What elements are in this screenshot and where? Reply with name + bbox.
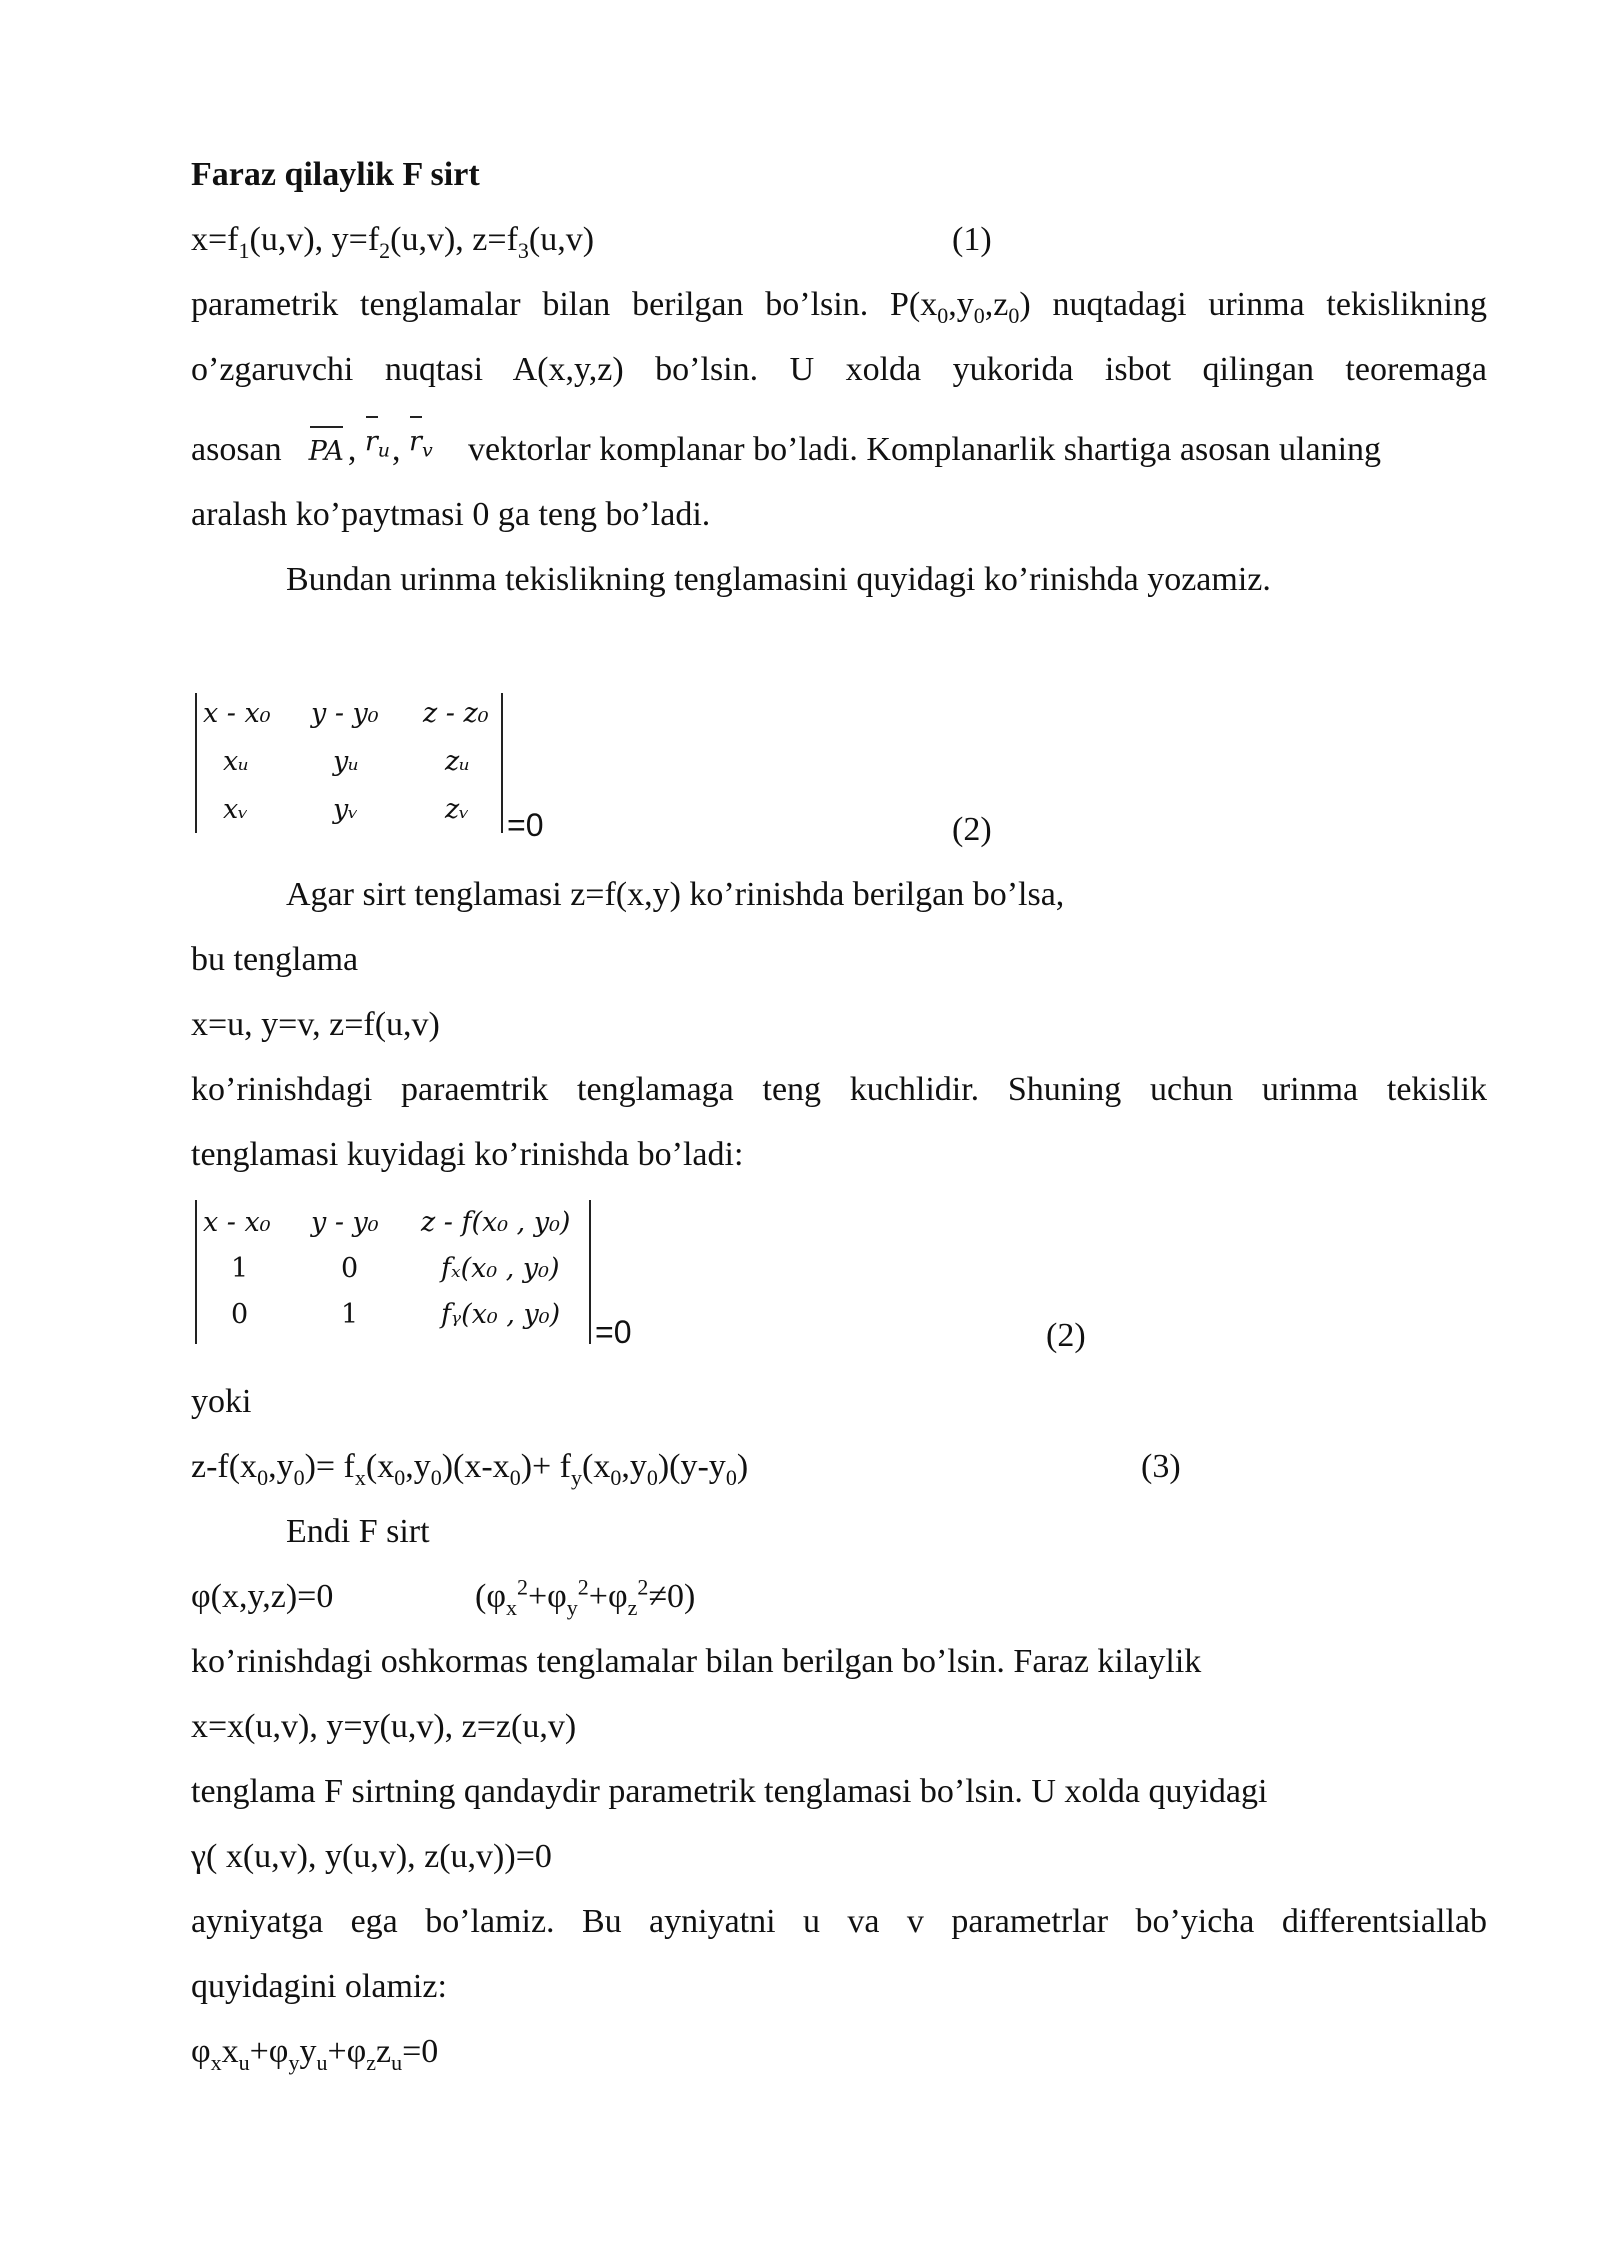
- det2-cell-1-2: y - y₀: [311, 1207, 379, 1238]
- equation-2-number: (2): [952, 811, 992, 848]
- det2-equals-zero: =0: [595, 1314, 632, 1350]
- det1-cell-3-1: xᵥ: [223, 794, 249, 825]
- paragraph-9: ko’rinishdagi oshkormas tenglamalar bilan berilgan bo’lsin. Faraz kilaylik: [191, 1643, 1202, 1680]
- det1-cell-2-3: zᵤ: [445, 746, 470, 777]
- det1-equals-zero: =0: [507, 807, 544, 843]
- paragraph-12: γ( x(u,v), y(u,v), z(u,v))=0: [191, 1838, 552, 1875]
- determinant-2-left-bar: [195, 1200, 197, 1344]
- paragraph-6-line-2: tenglamasi kuyidagi ko’rinishda bo’ladi:: [191, 1136, 744, 1173]
- equation-3-number: (3): [1141, 1448, 1181, 1485]
- equation-1-number: (1): [952, 221, 992, 258]
- paragraph-1-line-1: parametrik tenglamalar bilan berilgan bo’lsin. $P(x_0,y_0,z_0)$ nuqtadagi urinma tekislikning: [191, 286, 1487, 328]
- heading: Faraz qilaylik F sirt: [191, 156, 480, 193]
- paragraph-13-line-1: ayniyatga ega bo’lamiz. Bu ayniyatni u va v parametrlar bo’yicha differentsiallab: [191, 1903, 1487, 1940]
- paragraph-3: Agar sirt tenglamasi z=f(x,y) ko’rinishda berilgan bo’lsa,: [286, 876, 1065, 913]
- determinant-2-right-bar: [589, 1200, 591, 1344]
- det1-cell-2-2: yᵤ: [333, 746, 360, 777]
- det1-cell-3-2: yᵥ: [333, 794, 359, 825]
- paragraph-8: Endi F sirt: [286, 1513, 430, 1550]
- paragraph-1-line-3-start: asosan PA , $r_u$, $r_v$: [191, 430, 433, 472]
- det2-cell-3-2: 1: [341, 1299, 359, 1330]
- equation-5: $\varphi_xx_u+\varphi_yy_u+\varphi_zz_u=0$: [191, 2033, 439, 2075]
- det2-cell-3-3: fᵧ(x₀ , y₀): [441, 1299, 561, 1330]
- equation-2b-number: (2): [1046, 1317, 1086, 1354]
- vector-r-u: $r_u$: [365, 422, 390, 462]
- det2-cell-1-3: z - f(x₀ , y₀): [421, 1207, 571, 1238]
- paragraph-13-line-2: quyidagini olamiz:: [191, 1968, 447, 2005]
- equation-1: $x=f_1(u,v)$, $y=f_2(u,v)$, $z=f_3(u,v)$: [191, 221, 595, 263]
- det2-cell-2-3: fₓ(x₀ , y₀): [441, 1253, 560, 1284]
- det1-cell-3-3: zᵥ: [445, 794, 470, 825]
- paragraph-2: Bundan urinma tekislikning tenglamasini quyidagi ko’rinishda yozamiz.: [286, 561, 1271, 598]
- paragraph-1-line-3-rest: vektorlar komplanar bo’ladi. Komplanarlik shartiga asosan ulaning: [468, 431, 1382, 468]
- determinant-1-left-bar: [195, 693, 197, 833]
- vector-r-v: $r_v$: [409, 422, 433, 462]
- paragraph-6-line-1: ko’rinishdagi paraemtrik tenglamaga teng kuchlidir. Shuning uchun urinma tekislik: [191, 1071, 1487, 1108]
- det2-cell-3-1: 0: [231, 1299, 249, 1330]
- det2-cell-2-1: 1: [231, 1253, 249, 1284]
- det2-cell-2-2: 0: [341, 1253, 359, 1284]
- paragraph-5: x=u, y=v, z=f(u,v): [191, 1006, 440, 1043]
- det1-cell-1-2: y - y₀: [311, 698, 379, 729]
- det1-cell-1-3: z - z₀: [423, 698, 489, 729]
- det1-cell-1-1: x - x₀: [203, 698, 271, 729]
- paragraph-4: bu tenglama: [191, 941, 359, 978]
- det2-cell-1-1: x - x₀: [203, 1207, 271, 1238]
- equation-4-condition: $(\varphi_x^2+\varphi_y^2+\varphi_z^2\ne 0)$: [475, 1574, 696, 1620]
- paragraph-7: yoki: [191, 1383, 252, 1420]
- paragraph-10: x=x(u,v), y=y(u,v), z=z(u,v): [191, 1708, 577, 1745]
- paragraph-1-line-2: o’zgaruvchi nuqtasi A(x,y,z) bo’lsin. U xolda yukorida isbot qilingan teoremaga: [191, 351, 1487, 388]
- equation-3: $z-f(x_0,y_0)= f_x(x_0,y_0)(x-x_0)+ f_y(x_0,y_0)(y-y_0)$: [191, 1448, 749, 1490]
- determinant-1-right-bar: [501, 693, 503, 833]
- vector-pa: PA: [309, 432, 344, 472]
- paragraph-11: tenglama F sirtning qandaydir parametrik tenglamasi bo’lsin. U xolda quyidagi: [191, 1773, 1268, 1810]
- paragraph-1-line-4: aralash ko’paytmasi 0 ga teng bo’ladi.: [191, 496, 711, 533]
- det1-cell-2-1: xᵤ: [223, 746, 249, 777]
- equation-4-left: φ(x,y,z)=0: [191, 1578, 334, 1615]
